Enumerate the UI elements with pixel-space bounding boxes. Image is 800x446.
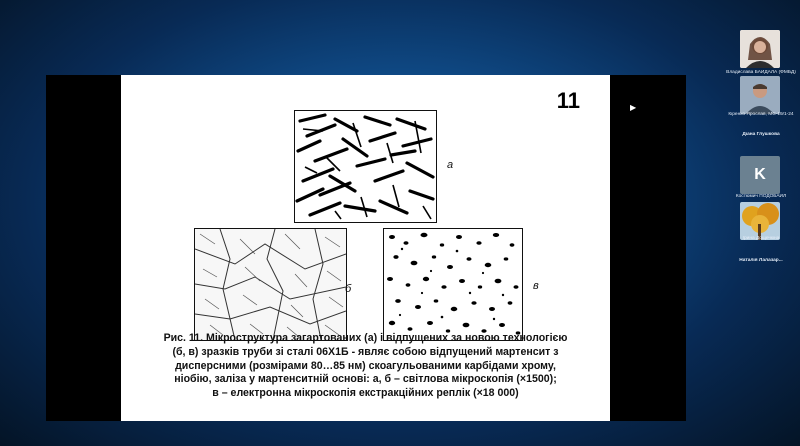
caption-line: дисперсними (розмірами 80…85 нм) скоагульованими карбідами хрому,	[175, 359, 556, 372]
caption-line: в – електронна мікроскопія екстракційних реплік (×18 000)	[212, 387, 519, 400]
micrograph-a	[294, 110, 437, 223]
figure-caption	[121, 332, 610, 401]
caption-line: (б, в) зразків труби зі сталі 06Х1Б - являє собою відпущений мартенсит з	[172, 345, 559, 358]
participant-name: Ірина Дощечкіна	[742, 236, 780, 241]
figure-label-c: в	[533, 280, 539, 292]
participant-name: Кіренко Ярослав, МС-19/1-24	[728, 112, 794, 117]
mouse-cursor-icon: ▶	[630, 103, 637, 112]
participant-name: Костюмич ПОДОБАЙЛ	[735, 194, 787, 199]
caption-line: Рис. 11. Мікроструктура загартованих (а) і відпущених за новою технологією	[163, 332, 568, 344]
participants-panel	[722, 30, 800, 300]
participant-tile[interactable]	[722, 30, 800, 80]
participant-tile[interactable]	[722, 202, 800, 252]
participant-name: Владислава БАЙДАЛА (ФМБД)	[726, 70, 796, 75]
slide-number: 11	[556, 88, 580, 113]
figure-label-b: б	[345, 283, 352, 295]
participant-tile[interactable]	[722, 156, 800, 206]
micrograph-b	[194, 228, 347, 341]
avatar: K	[740, 156, 780, 194]
caption-line: ніобію, заліза у мартенситній основі: а, б – світлова мікроскопія (×1500);	[174, 373, 557, 386]
participant-tile[interactable]	[722, 76, 800, 126]
micrograph-c	[383, 228, 523, 341]
presentation-slide	[121, 75, 610, 421]
participant-tile[interactable]	[722, 254, 800, 304]
participant-name: Діана Глушкова	[742, 132, 780, 137]
figure-label-a: а	[447, 159, 454, 171]
participant-name: Наталія Лалазар...	[739, 258, 783, 263]
photo-woman-icon	[740, 30, 780, 68]
photo-man-icon	[740, 76, 780, 114]
photo-autumn-icon	[740, 202, 780, 240]
